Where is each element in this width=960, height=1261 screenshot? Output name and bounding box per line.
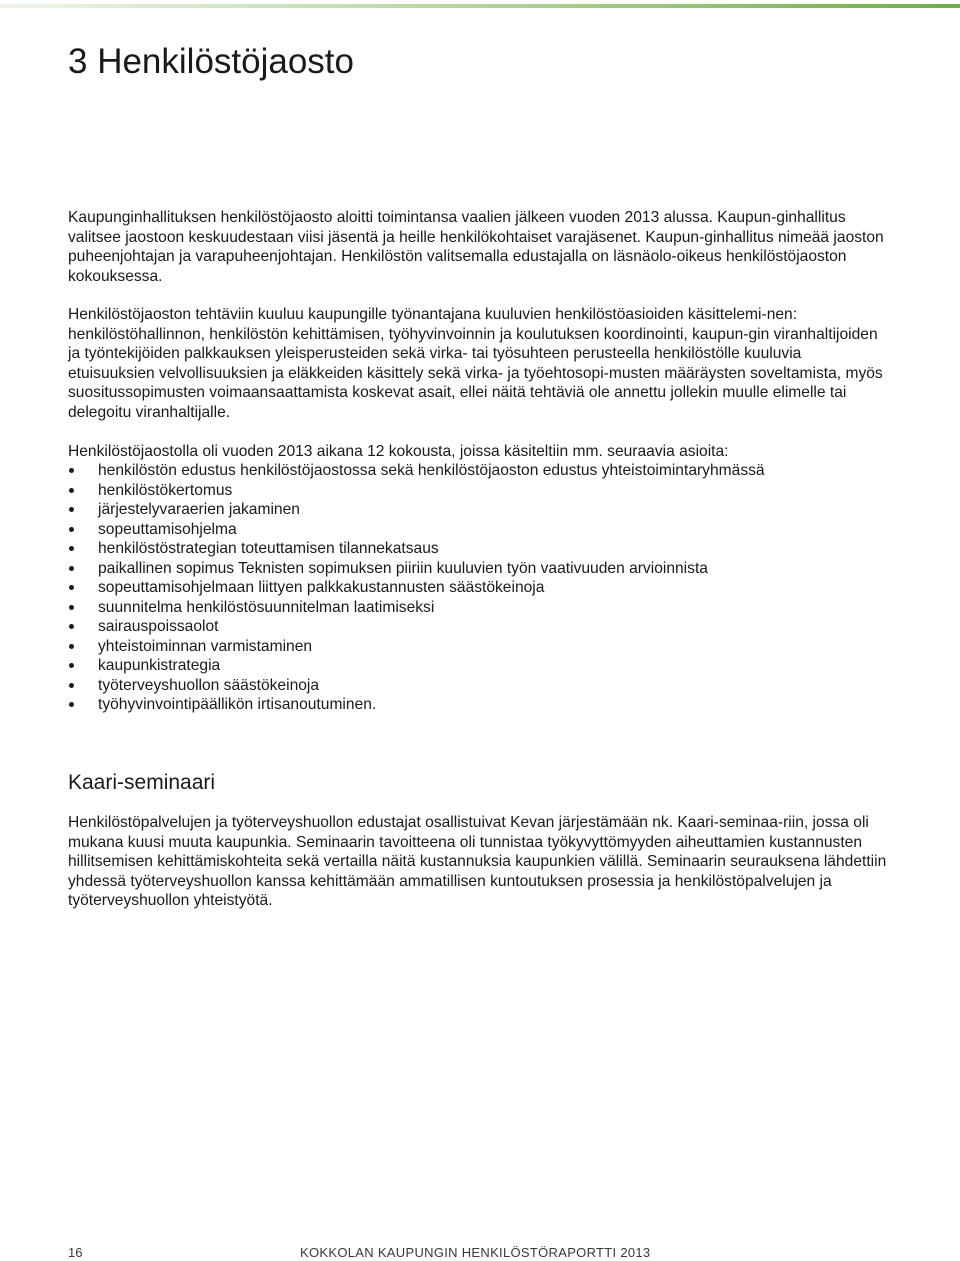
list-item-text: sairauspoissaolot: [98, 618, 219, 635]
list-item-text: järjestelyvaraerien jakaminen: [98, 501, 300, 518]
intro-paragraph: Kaupunginhallituksen henkilöstöjaosto aloitti toimintansa vaalien jälkeen vuoden 2013 alussa. Kaupun-ginhallitus valitsee jaostoon keskuudestaan viisi jäsentä ja heille henkilökohtaiset varajäsenet. Kaupun-ginhallitus nimeää jaoston puheenjohtajan ja varapuheenjohtajan. Henkilöstön valitsemalla edustajalla on läsnäolo-oikeus henkilöstöjaoston kokouksessa.: [68, 209, 884, 285]
list-item-text: suunnitelma henkilöstösuunnitelman laatimiseksi: [98, 598, 435, 616]
list-item: [68, 520, 888, 540]
list-item: [68, 461, 888, 481]
bullet-icon: [69, 527, 74, 532]
list-item: [68, 481, 888, 501]
footer-report-title: KOKKOLAN KAUPUNGIN HENKILÖSTÖRAPORTTI 2013: [300, 1245, 651, 1260]
bullet-icon: [69, 702, 74, 707]
list-item: [68, 539, 888, 559]
bullet-icon: [69, 546, 74, 551]
bullet-icon: [69, 663, 74, 668]
list-item: [68, 617, 888, 637]
meetings-intro-paragraph: Henkilöstöjaostolla oli vuoden 2013 aikana 12 kokousta, joissa käsiteltiin mm. seuraavia asioita:: [68, 443, 729, 460]
bullet-icon: [69, 468, 74, 473]
list-item-text: sopeuttamisohjelmaan liittyen palkkakustannusten säästökeinoja: [98, 579, 545, 596]
list-item: [68, 637, 888, 657]
bullet-icon: [69, 507, 74, 512]
seminar-heading: Kaari-seminaari: [68, 771, 216, 794]
list-item-text: työterveyshuollon säästökeinoja: [98, 676, 320, 694]
footer-page-number: 16: [68, 1245, 83, 1260]
list-item-text: sopeuttamisohjelma: [98, 520, 237, 538]
list-item: [68, 559, 888, 579]
list-item-text: henkilöstökertomus: [98, 481, 233, 499]
list-item-text: paikallinen sopimus Teknisten sopimuksen piiriin kuuluvien työn vaativuuden arvioinnista: [98, 559, 708, 577]
list-item-text: yhteistoiminnan varmistaminen: [98, 637, 313, 655]
meeting-topics-list: [68, 461, 888, 715]
top-decorative-rule: [0, 0, 960, 12]
list-item: [68, 578, 888, 598]
list-item-text: kaupunkistrategia: [98, 657, 221, 674]
list-item: [68, 656, 888, 676]
bullet-icon: [69, 624, 74, 629]
list-item: [68, 598, 888, 618]
bullet-icon: [69, 644, 74, 649]
page-title: 3 Henkilöstöjaosto: [68, 42, 354, 81]
list-item: [68, 500, 888, 520]
list-item-text: henkilöstön edustus henkilöstöjaostossa sekä henkilöstöjaoston edustus yhteistoimintaryhmässä: [98, 462, 765, 479]
bullet-icon: [69, 566, 74, 571]
bullet-icon: [69, 585, 74, 590]
list-item-text: työhyvinvointipäällikön irtisanoutuminen.: [98, 696, 377, 713]
duties-paragraph: Henkilöstöjaoston tehtäviin kuuluu kaupungille työnantajana kuuluvien henkilöstöasioiden käsittelemi-nen: henkilöstöhallinnon, henkilöstön kehittämisen, työhyvinvoinnin ja koulutuksen koordinointi, kaupun-gin viranhaltijoiden ja työntekijöiden palkkauksen yleisperusteiden sekä virka- tai työsuhteen perusteella henkilöstölle kuuluvia etuisuuksien velvollisuuksien ja eläkkeiden käsittely sekä virka- ja työehtosopi-musten määräysten soveltamista, myös suositussopimusten voimaansaattamista koskevat asait, ellei näitä tehtäviä ole annettu jollekin muulle elimelle tai delegoitu viranhaltijalle.: [68, 306, 883, 421]
bullet-icon: [69, 683, 74, 688]
list-item: [68, 695, 888, 715]
bullet-icon: [69, 605, 74, 610]
list-item: [68, 676, 888, 696]
seminar-paragraph: Henkilöstöpalvelujen ja työterveyshuollon edustajat osallistuivat Kevan järjestämään nk. Kaari-seminaa-riin, jossa oli mukana kuusi muuta kaupunkia. Seminaarin tavoitteena oli tunnistaa työkyvyttömyyden aiheuttamien kustannusten hillitsemisen kehittämiskohteita sekä vertailla näitä kustannuksia kaupunkien välillä. Seminaarin seurauksena lähdettiin yhdessä työterveyshuollon kanssa kehittämään ammatillisen kuntoutuksen prosessia ja henkilöstöpalvelujen ja työterveyshuollon yhteistyötä.: [68, 814, 887, 909]
list-item-text: henkilöstöstrategian toteuttamisen tilannekatsaus: [98, 540, 439, 557]
bullet-icon: [69, 488, 74, 493]
